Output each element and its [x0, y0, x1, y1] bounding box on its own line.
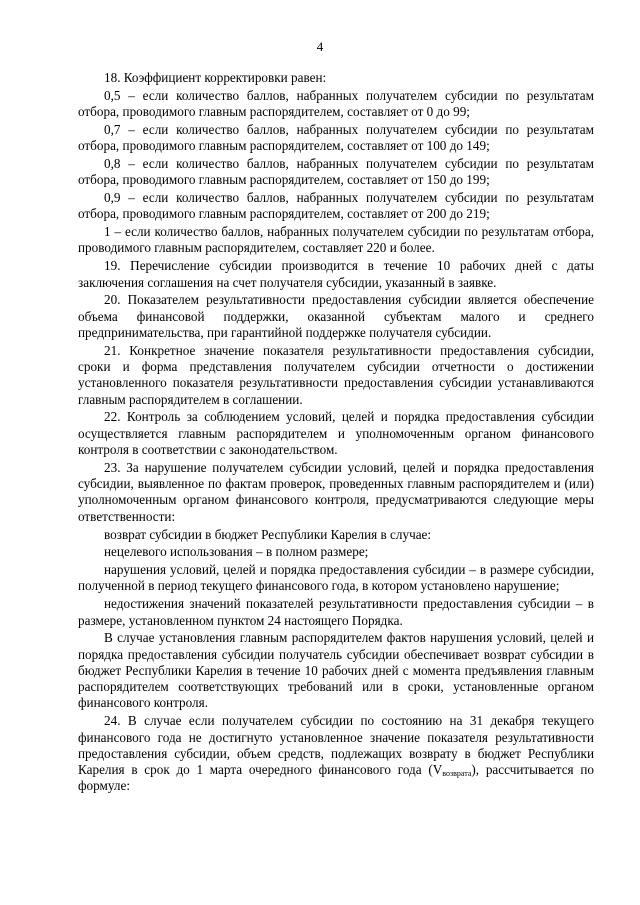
- paragraph: [78, 224, 594, 257]
- paragraph: [78, 88, 594, 121]
- page-number: 4: [316, 39, 324, 54]
- paragraph-text: 19. Перечисление субсидии производится в течение 10 рабочих дней с даты заключения соглашения на счет получателя субсидии, указанный в заявке.: [78, 258, 594, 290]
- paragraph-text: 22. Контроль за соблюдением условий, целей и порядка предоставления субсидии осуществляется главным распорядителем и уполномоченным органом финансового контроля в соответствии с законодательством.: [78, 409, 594, 458]
- paragraph-text: 1 – если количество баллов, набранных получателем субсидии по результатам отбора, проводимого главным распорядителем, составляет 220 и более.: [78, 224, 594, 256]
- paragraph: [78, 460, 594, 525]
- paragraph: [78, 190, 594, 223]
- paragraph: [78, 343, 594, 408]
- paragraph: [78, 122, 594, 155]
- paragraph-text: возврат субсидии в бюджет Республики Карелия в случае:: [104, 526, 432, 542]
- paragraph-text: 24. В случае если получателем субсидии по состоянию на 31 декабря текущего финансового года не достигнуто установленное значение показателя результативности предоставления субсидии, объем средств, подлежащих возврату в бюджет Республики Карелия в срок до 1 марта очередного финансового года (V: [78, 713, 594, 778]
- paragraph: [78, 630, 594, 711]
- paragraph: [78, 713, 594, 794]
- paragraph: [78, 544, 594, 560]
- paragraph: [78, 70, 594, 86]
- paragraph-text: 0,7 – если количество баллов, набранных получателем субсидии по результатам отбора, проводимого главным распорядителем, составляет от 100 до 149;: [78, 121, 594, 154]
- paragraph: [78, 527, 594, 543]
- paragraph-text: нарушения условий, целей и порядка предоставления субсидии – в размере субсидии, полученной в период текущего финансового года, в котором установлено нарушение;: [78, 562, 594, 594]
- paragraph: [78, 258, 594, 291]
- paragraph-text: 23. За нарушение получателем субсидии условий, целей и порядка предоставления субсидии, выявленное по фактам проверок, проведенных главным распорядителем и (или) уполномоченным органом финансового контроля, предусматриваются следующие меры ответственности:: [78, 459, 594, 524]
- paragraph: [78, 292, 594, 341]
- paragraph-text: 0,5 – если количество баллов, набранных получателем субсидии по результатам отбора, проводимого главным распорядителем, составляет от 0 до 99;: [78, 87, 594, 120]
- paragraph-text: 0,9 – если количество баллов, набранных получателем субсидии по результатам отбора, проводимого главным распорядителем, составляет от 200 до 219;: [78, 190, 594, 222]
- document-body: [78, 70, 594, 796]
- paragraph: [78, 409, 594, 458]
- formula-subscript: возврата: [442, 769, 472, 779]
- paragraph: [78, 562, 594, 595]
- paragraph-text: 21. Конкретное значение показателя результативности предоставления субсидии, сроки и форма представления получателем субсидии отчетности о достижении установленного показателя результативности предоставления субсидии устанавливаются главным распорядителем в соглашении.: [78, 342, 594, 407]
- paragraph-text: 18. Коэффициент корректировки равен:: [104, 70, 327, 85]
- paragraph: [78, 596, 594, 629]
- paragraph-text: В случае установления главным распорядителем фактов нарушения условий, целей и порядка предоставления субсидии получатель субсидии обеспечивает возврат субсидии в бюджет Республики Карелия в течение 10 рабочих дней с момента предъявления главным распорядителем соответствующих требований или в сроки, установленные органом финансового контроля.: [78, 630, 594, 711]
- paragraph: [78, 156, 594, 189]
- paragraph-text: 20. Показателем результативности предоставления субсидии является обеспечение объема финансовой поддержки, оказанной субъектам малого и среднего предпринимательства, при гарантийной поддержке получателя субсидии.: [78, 292, 594, 340]
- paragraph-tail: ), рассчитывается по формуле:: [78, 762, 594, 794]
- paragraph-text: 0,8 – если количество баллов, набранных получателем субсидии по результатам отбора, проводимого главным распорядителем, составляет от 150 до 199;: [78, 155, 594, 188]
- paragraph-text: нецелевого использования – в полном размере;: [104, 544, 369, 560]
- paragraph-text: недостижения значений показателей результативности предоставления субсидии – в размере, установленном пунктом 24 настоящего Порядка.: [78, 596, 594, 628]
